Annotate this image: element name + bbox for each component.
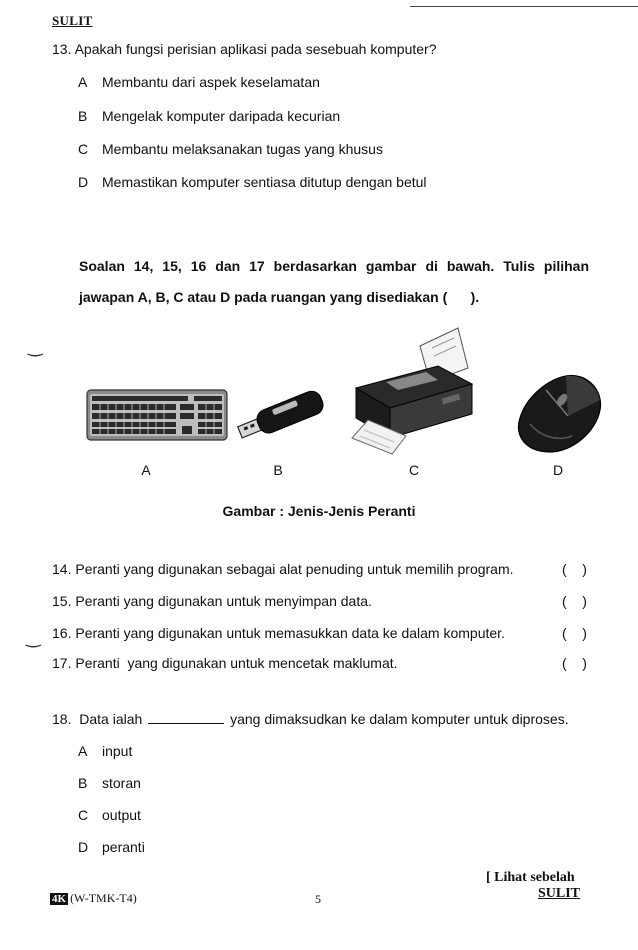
paper-code: (W-TMK-T4) [70,891,137,905]
instruction-line-2: jawapan A, B, C atau D pada ruangan yang disediakan ( ). [79,289,480,305]
q18-option-b [78,775,141,791]
footer-code [50,891,137,906]
option-text: output [102,807,141,823]
q18-suffix: yang dimaksudkan ke dalam komputer untuk diproses. [230,711,569,727]
option-text: storan [102,775,141,791]
keyboard-icon [86,386,228,442]
figure-caption: Gambar : Jenis-Jenis Peranti [222,503,416,519]
answer-box-17[interactable]: ( ) [562,655,587,671]
option-text: Memastikan komputer sentiasa ditutup dengan betul [102,174,427,190]
q18-prefix: 18. Data ialah [52,711,143,727]
mouse-icon [510,370,606,456]
q13-option-d [78,174,427,190]
answer-blank[interactable] [148,723,224,724]
margin-mark: ‿ [26,627,41,647]
question-18 [52,711,569,727]
q13-option-c [78,141,383,157]
option-letter: C [78,807,89,823]
option-letter: A [78,74,88,90]
option-letter: D [78,839,89,855]
header-rule [410,6,638,7]
option-text: input [102,743,133,759]
see-next-page-note: [ Lihat sebelah [486,870,575,885]
question-15: 15. Peranti yang digunakan untuk menyimpan data. [52,593,372,609]
q18-option-d [78,839,145,855]
q13-option-a [78,74,320,90]
option-text: peranti [102,839,145,855]
figure-label-b: B [273,462,283,478]
q18-option-a [78,743,132,759]
classification-label: SULIT [52,13,93,28]
answer-box-15[interactable]: ( ) [562,593,587,609]
option-text: Membantu dari aspek keselamatan [102,74,320,90]
option-letter: A [78,743,88,759]
q18-option-c [78,807,141,823]
usb-drive-icon [232,384,328,444]
option-text: Membantu melaksanakan tugas yang khusus [102,141,383,157]
paper-badge: 4K [52,893,67,905]
figure-label-a: A [141,462,151,478]
page-number: 5 [315,892,321,906]
option-letter: B [78,775,88,791]
answer-box-16[interactable]: ( ) [562,625,587,641]
margin-mark: ‿ [28,336,43,356]
option-letter: C [78,141,89,157]
instruction-line-1: Soalan 14, 15, 16 dan 17 berdasarkan gambar di bawah. Tulis pilihan [79,258,589,274]
question-16: 16. Peranti yang digunakan untuk memasukkan data ke dalam komputer. [52,625,505,641]
figure-label-c: C [408,462,420,478]
option-text: Mengelak komputer daripada kecurian [102,108,341,124]
answer-box-14[interactable]: ( ) [562,561,587,577]
question-14: 14. Peranti yang digunakan sebagai alat penuding untuk memilih program. [52,561,514,577]
figure-label-d: D [552,462,564,478]
option-letter: B [78,108,88,124]
printer-icon [346,326,480,458]
question-17: 17. Peranti yang digunakan untuk mencetak maklumat. [52,655,398,671]
option-letter: D [78,174,89,190]
footer-classification-label: SULIT [538,886,581,901]
q13-option-b [78,108,340,124]
question-13: 13. Apakah fungsi perisian aplikasi pada sesebuah komputer? [52,41,437,57]
